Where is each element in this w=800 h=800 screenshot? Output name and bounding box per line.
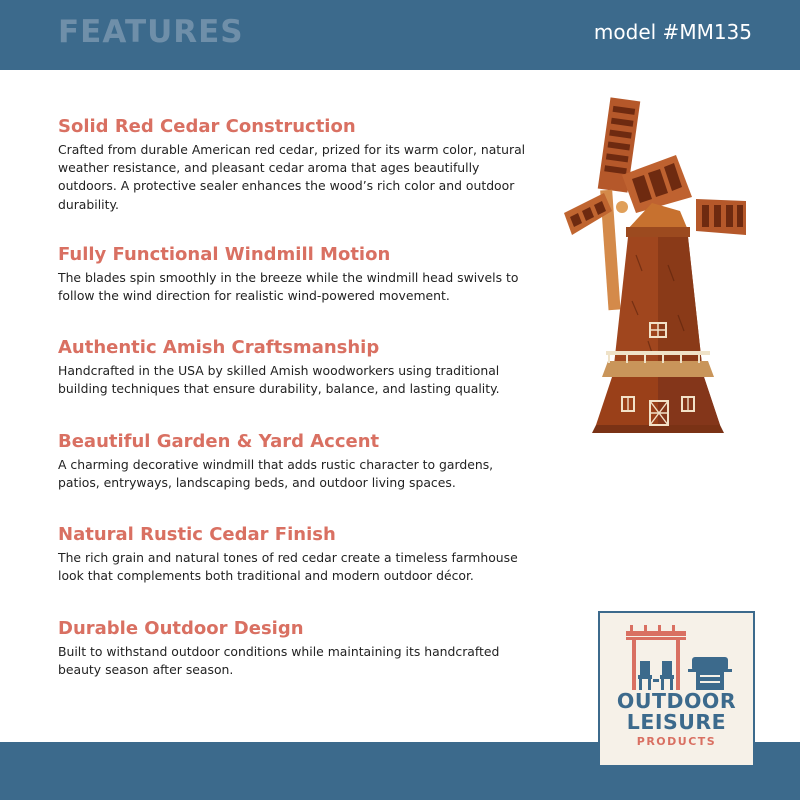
feature-title: Solid Red Cedar Construction [58,116,356,137]
feature-title: Fully Functional Windmill Motion [58,244,391,265]
header-bar [0,0,800,70]
page-title: FEATURES [58,14,244,50]
feature-item [58,335,538,398]
feature-description: The blades spin smoothly in the breeze while the windmill head swivels to follow the wind direction for realistic wind-powered movement. [58,270,519,304]
feature-description: The rich grain and natural tones of red cedar create a timeless farmhouse look that complements both traditional and modern outdoor décor. [58,550,518,584]
feature-title: Authentic Amish Craftsmanship [58,337,380,358]
feature-title: Natural Rustic Cedar Finish [58,524,336,545]
pergola-chairs-grill-icon [622,621,734,693]
feature-title: Beautiful Garden & Yard Accent [58,431,380,452]
feature-title: Durable Outdoor Design [58,618,304,639]
windmill-product-image [556,95,756,440]
logo-text-products: PRODUCTS [636,735,717,748]
feature-description: A charming decorative windmill that adds rustic character to gardens, patios, entryways, landscaping beds, and outdoor living spaces. [58,457,494,491]
logo-text-outdoor: OUTDOOR [616,689,737,713]
feature-item [58,242,538,305]
feature-description: Handcrafted in the USA by skilled Amish woodworkers using traditional building techniques that ensure durability, balance, and lasting quality. [58,363,500,397]
feature-description: Crafted from durable American red cedar, prized for its warm color, natural weather resistance, and pleasant cedar aroma that ages beautifully outdoors. A protective sealer enhances the wood’s rich color and outdoor durability. [58,142,526,212]
feature-item [58,429,538,492]
feature-description: Built to withstand outdoor conditions while maintaining its handcrafted beauty season after season. [58,644,500,678]
brand-logo [598,611,755,767]
feature-item [58,522,538,585]
feature-item [58,114,538,214]
model-number: model #MM135 [593,20,752,44]
feature-item [58,616,538,679]
logo-text-leisure: LEISURE [626,710,727,734]
